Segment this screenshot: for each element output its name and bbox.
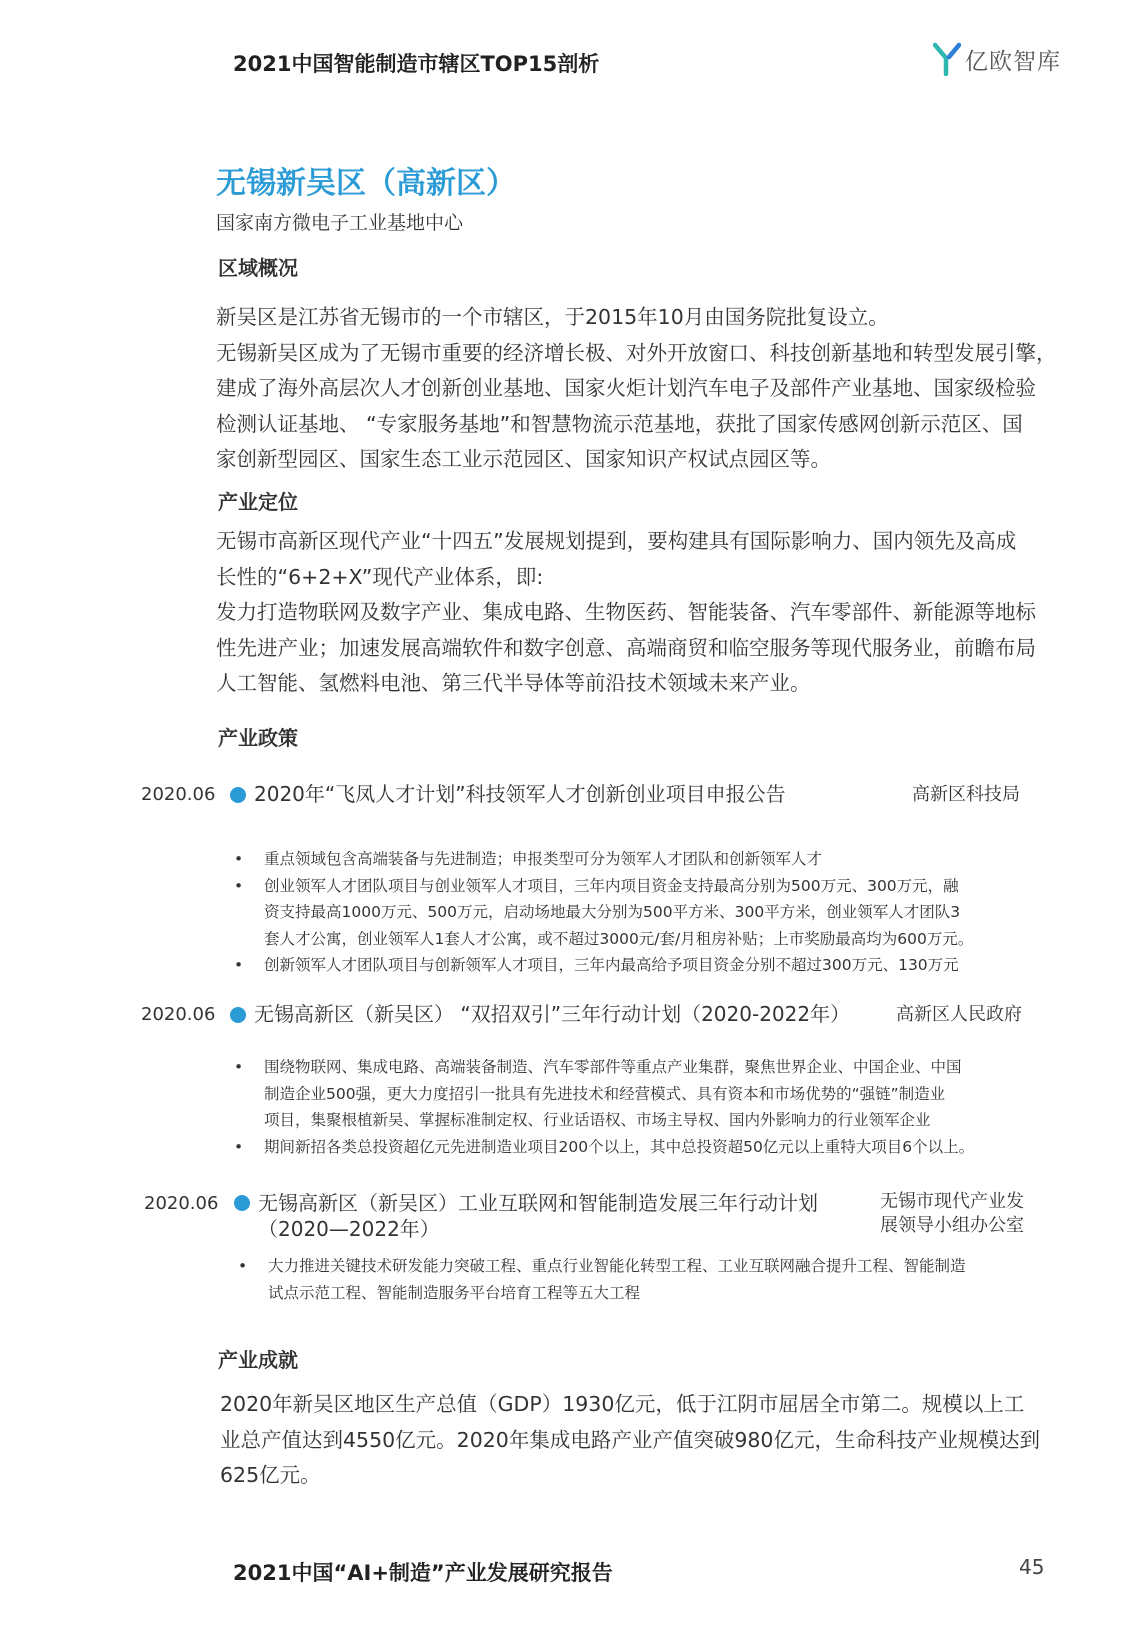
policy-issuer-line: 无锡市现代产业发 xyxy=(880,1191,1024,1212)
positioning-line: 性先进产业；加速发展高端软件和数字创意、高端商贸和临空服务等现代服务业，前瞻布局 xyxy=(216,635,1036,660)
brand-logo xyxy=(933,42,1061,76)
footer-title: 2021中国“AI+制造”产业发展研究报告 xyxy=(233,1561,613,1585)
overview-line: 建成了海外高层次人才创新创业基地、国家火炬计划汽车电子及部件产业基地、国家级检验 xyxy=(216,376,1036,400)
bullet-marker-icon: • xyxy=(234,876,244,895)
section-heading-overview: 区域概况 xyxy=(218,256,298,280)
policy-bullet xyxy=(234,952,973,979)
bullet-marker-icon: • xyxy=(238,1257,248,1275)
bullet-marker-icon: • xyxy=(234,956,244,974)
policy-bullet-dot-icon xyxy=(234,1195,250,1211)
policy-issuer-line: 展领导小组办公室 xyxy=(880,1215,1024,1236)
page-number: 45 xyxy=(1019,1555,1045,1579)
section-heading-policy: 产业政策 xyxy=(218,726,298,750)
policy-bullet-line: 试点示范工程、智能制造服务平台培育工程等五大工程 xyxy=(268,1283,641,1302)
policy-issuer xyxy=(880,1190,1024,1238)
policy-bullet-dot-icon xyxy=(230,787,246,803)
policy-bullet-line: 大力推进关键技术研发能力突破工程、重点行业智能化转型工程、工业互联网融合提升工程、智能制造 xyxy=(268,1257,966,1275)
overview-line: 新吴区是江苏省无锡市的一个市辖区，于2015年10月由国务院批复设立。 xyxy=(216,305,889,329)
policy-bullet-line: 重点领域包含高端装备与先进制造；申报类型可分为领军人才团队和创新领军人才 xyxy=(264,850,823,868)
policy-bullet xyxy=(234,1054,974,1134)
policy-bullet-list xyxy=(234,846,973,979)
policy-issuer-line: 高新区科技局 xyxy=(912,784,1020,805)
policy-title xyxy=(254,1001,850,1027)
achievement-line: 业总产值达到4550亿元。2020年集成电路产业产值突破980亿元，生命科技产业规模达到 xyxy=(220,1427,1040,1452)
policy-date: 2020.06 xyxy=(141,784,216,805)
policy-bullet xyxy=(238,1253,966,1306)
policy-bullet-line: 创业领军人才团队项目与创业领军人才项目，三年内项目资金支持最高分别为500万元、300万元，融 xyxy=(264,876,959,895)
positioning-line: 无锡市高新区现代产业“十四五”发展规划提到，要构建具有国际影响力、国内领先及高成 xyxy=(216,529,1017,553)
policy-bullet xyxy=(234,846,973,873)
positioning-line: 人工智能、氢燃料电池、第三代半导体等前沿技术领域未来产业。 xyxy=(216,671,811,695)
region-subtitle: 国家南方微电子工业基地中心 xyxy=(216,212,464,234)
positioning-paragraph xyxy=(216,524,1076,702)
policy-bullet-line: 创新领军人才团队项目与创新领军人才项目，三年内最高给予项目资金分别不超过300万元、130万元 xyxy=(264,956,959,974)
policy-issuer xyxy=(896,1003,1022,1027)
positioning-line: 发力打造物联网及数字产业、集成电路、生物医药、智能装备、汽车零部件、新能源等地标 xyxy=(216,600,1036,624)
policy-issuer xyxy=(912,783,1020,807)
policy-title-line: （2020—2022年） xyxy=(258,1217,440,1241)
policy-bullet-dot-icon xyxy=(230,1007,246,1023)
section-heading-achievement: 产业成就 xyxy=(218,1348,298,1372)
achievement-paragraph xyxy=(220,1387,1080,1494)
overview-line: 家创新型园区、国家生态工业示范园区、国家知识产权试点园区等。 xyxy=(216,447,831,471)
policy-date: 2020.06 xyxy=(144,1193,219,1214)
positioning-line: 长性的“6+2+X”现代产业体系，即: xyxy=(216,564,544,589)
bullet-marker-icon: • xyxy=(234,1137,244,1156)
policy-bullet-line: 项目，集聚根植新吴、掌握标准制定权、行业话语权、市场主导权、国内外影响力的行业领军企业 xyxy=(264,1111,931,1129)
policy-title-line: 2020年“飞凤人才计划”科技领军人才创新创业项目申报公告 xyxy=(254,782,786,806)
policy-bullet-line: 围绕物联网、集成电路、高端装备制造、汽车零部件等重点产业集群，聚焦世界企业、中国企业、中国 xyxy=(264,1058,962,1076)
bullet-marker-icon: • xyxy=(234,1058,244,1076)
section-heading-positioning: 产业定位 xyxy=(218,490,298,514)
policy-bullet-line: 期间新招各类总投资超亿元先进制造业项目200个以上，其中总投资超50亿元以上重特大项目6个以上。 xyxy=(264,1137,975,1156)
policy-title-line: 无锡高新区（新吴区）工业互联网和智能制造发展三年行动计划 xyxy=(258,1191,818,1215)
policy-bullet-line: 资支持最高1000万元、500万元，启动场地最大分别为500平方米、300平方米，创业领军人才团队3 xyxy=(264,903,961,921)
logo-mark-icon xyxy=(933,42,961,76)
policy-title xyxy=(258,1190,818,1242)
policy-bullet-list xyxy=(238,1253,966,1306)
policy-title xyxy=(254,781,786,807)
policy-title-line: 无锡高新区（新吴区） “双招双引”三年行动计划（2020-2022年） xyxy=(254,1002,851,1026)
policy-bullet-list xyxy=(234,1054,974,1160)
overview-line: 检测认证基地、 “专家服务基地”和智慧物流示范基地，获批了国家传感网创新示范区、国 xyxy=(216,411,1023,436)
policy-bullet xyxy=(234,1134,974,1161)
logo-text: 亿欧智库 xyxy=(965,48,1061,75)
overview-paragraph xyxy=(216,300,1076,478)
overview-line: 无锡新吴区成为了无锡市重要的经济增长极、对外开放窗口、科技创新基地和转型发展引擎， xyxy=(216,340,1057,365)
policy-issuer-line: 高新区人民政府 xyxy=(896,1004,1022,1025)
policy-bullet-line: 套人才公寓，创业领军人1套人才公寓，或不超过3000元/套/月租房补贴；上市奖励最高均为600万元。 xyxy=(264,929,974,948)
header-title: 2021中国智能制造市辖区TOP15剖析 xyxy=(233,52,600,76)
policy-bullet-line: 制造企业500强，更大力度招引一批具有先进技术和经营模式、具有资本和市场优势的“强链”制造业 xyxy=(264,1084,946,1103)
policy-date: 2020.06 xyxy=(141,1004,216,1025)
policy-bullet xyxy=(234,873,973,953)
achievement-line: 2020年新吴区地区生产总值（GDP）1930亿元，低于江阴市屈居全市第二。规模以上工 xyxy=(220,1392,1025,1416)
bullet-marker-icon: • xyxy=(234,850,244,868)
region-title: 无锡新吴区（高新区） xyxy=(216,166,516,201)
achievement-line: 625亿元。 xyxy=(220,1463,321,1487)
